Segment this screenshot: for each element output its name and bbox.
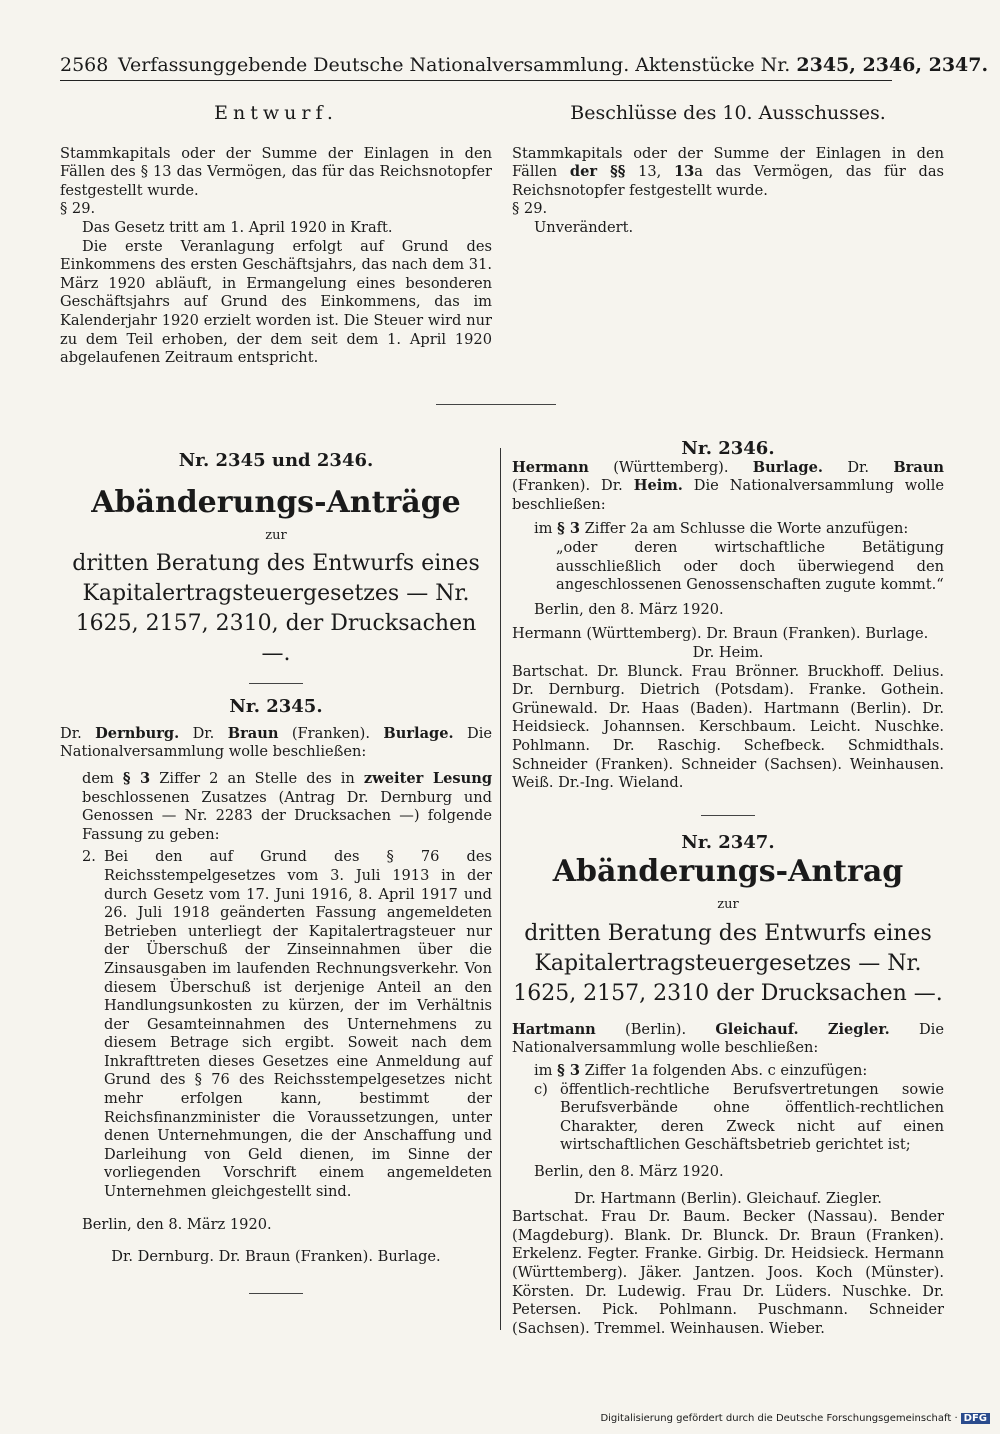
motion-text: im § 3 Ziffer 2a am Schlusse die Worte anzufügen: <box>534 520 909 538</box>
nr-2345-heading: Nr. 2345. <box>229 696 323 718</box>
footer-text: Digitalisierung gefördert durch die Deutsche Forschungsgemeinschaft · <box>600 1413 958 1424</box>
nr-2346-heading: Nr. 2346. <box>681 438 775 459</box>
dfg-logo: DFG <box>961 1413 990 1424</box>
motion-quote: „oder deren wirtschaftliche Betätigung ausschließlich oder doch überwiegend den angeschlossenen Genossenschaften zugute kommt.“ <box>556 538 944 594</box>
signatures: Bartschat. Dr. Blunck. Frau Brönner. Bruckhoff. Delius. Dr. Dernburg. Dietrich (Potsdam). Franke. Gothein. Grünewald. Dr. Haas (Baden). Hartmann (Berlin). Dr. Heidsieck. Johannsen. Kerschbaum. Leicht. Nuschke. Pohlmann. Dr. Raschig. Schefbeck. Schmidthals. Schneider (Franken). Schneider (Sachsen). Weinhausen. Weiß. Dr.-Ing. Wieland. <box>512 662 944 792</box>
page-number: 2568 <box>60 54 109 76</box>
date-line: Berlin, den 8. März 1920. <box>534 1163 724 1181</box>
date-line: Berlin, den 8. März 1920. <box>534 600 724 618</box>
zur-label: zur <box>265 527 287 543</box>
short-rule <box>249 1293 303 1294</box>
amendments-subtitle: dritten Beratung des Entwurfs eines Kapitalertragsteuergesetzes — Nr. 1625, 2157, 2310, der Drucksachen —. <box>72 551 480 667</box>
signatures: Bartschat. Frau Dr. Baum. Becker (Nassau). Bender (Magdeburg). Blank. Dr. Blunck. Dr. Braun (Franken). Erkelenz. Fegter. Franke. Girbig. Dr. Heidsieck. Hermann (Württemberg). Jäker. Jantzen. Joos. Koch (Münster). Körsten. Dr. Ludewig. Frau Dr. Lüders. Nuschke. Dr. Petersen. Pick. Pohlmann. Puschmann. Schneider (Sachsen). Tremmel. Weinhausen. Wieber. <box>512 1208 944 1337</box>
motion-text: dem § 3 Ziffer 2 an Stelle des in zweiter Lesung beschlossenen Zusatzes (Antrag Dr. Dernburg und Genossen — Nr. 2283 der Drucksachen —) folgende Fassung zu geben: <box>82 769 493 843</box>
draft-paragraph: Das Gesetz tritt am 1. April 1920 in Kraft. <box>82 218 393 236</box>
signatures: Dr. Dernburg. Dr. Braun (Franken). Burlage. <box>111 1248 441 1266</box>
column-separator <box>500 448 501 1330</box>
unchanged-text: Unverändert. <box>534 218 634 236</box>
zur-label: zur <box>717 897 739 913</box>
motion-item <box>534 1081 944 1155</box>
motion-item <box>82 848 492 1201</box>
amendment-title: Abänderungs-Antrag <box>552 854 904 890</box>
authors-line: Hermann (Württemberg). Burlage. Dr. Braun (Franken). Dr. Heim. Die Nationalversammlung wolle beschließen: <box>512 458 945 513</box>
item-number: c) <box>534 1080 548 1098</box>
item-text: öffentlich-rechtliche Berufsvertretungen sowie Berufsverbände ohne öffentlich-rechtlichen Charakter, deren Zweck nicht auf einen wirtschaftlichen Geschäftsbetrieb gerichtet ist; <box>560 1080 944 1154</box>
committee-heading: Beschlüsse des 10. Ausschusses. <box>570 102 886 124</box>
section-29-heading: § 29. <box>60 200 96 218</box>
signatures: Hermann (Württemberg). Dr. Braun (Franken). Burlage. <box>512 625 929 643</box>
page-header <box>60 54 989 76</box>
committee-paragraph: Stammkapitals oder der Summe der Einlagen in den Fällen der §§ 13, 13a das Vermögen, das für das Reichsnotopfer festgestellt wurde. <box>512 144 945 199</box>
item-number: 2. <box>82 848 96 866</box>
committee-column <box>512 104 944 238</box>
nr-2347-heading: Nr. 2347. <box>681 831 775 853</box>
section-29-heading: § 29. <box>512 200 548 218</box>
header-numbers: 2345, 2346, 2347. <box>796 54 989 76</box>
amendments-title: Abänderungs-Anträge <box>91 484 461 520</box>
header-rule <box>60 80 892 81</box>
header-title: Verfassunggebende Deutsche Nationalversammlung. Aktenstücke Nr. <box>118 54 791 76</box>
section-divider <box>436 404 556 405</box>
authors-line: Hartmann (Berlin). Gleichauf. Ziegler. Die Nationalversammlung wolle beschließen: <box>512 1020 944 1057</box>
signatures: Dr. Heim. <box>692 643 764 661</box>
amendment-subtitle: dritten Beratung des Entwurfs eines Kapitalertragsteuergesetzes — Nr. 1625, 2157, 2310 der Drucksachen —. <box>513 920 943 1006</box>
date-line: Berlin, den 8. März 1920. <box>82 1215 272 1233</box>
amendment-2345-column <box>60 452 492 1308</box>
short-rule <box>249 683 303 684</box>
draft-column <box>60 104 492 368</box>
nr-2345-2346-heading: Nr. 2345 und 2346. <box>178 450 374 471</box>
draft-paragraph: Stammkapitals oder der Summe der Einlagen in den Fällen des § 13 das Vermögen, das für das Reichsnotopfer festgestellt wurde. <box>60 144 492 199</box>
signatures: Dr. Hartmann (Berlin). Gleichauf. Ziegler. <box>574 1189 882 1207</box>
draft-heading: Entwurf. <box>214 102 338 124</box>
short-rule <box>701 815 755 816</box>
item-text: Bei den auf Grund des § 76 des Reichsstempelgesetzes vom 3. Juli 1913 in der durch Gesetz vom 17. Juni 1916, 8. April 1917 und 26. Juli 1918 geänderten Fassung angemeldeten Betrieben unterliegt der Kapitalertragsteuer nur der Überschuß der Zinseinnahmen über die Zinsausgaben im laufenden Rechnungsverkehr. Von diesem Überschuß ist derjenige Anteil an den Handlungsunkosten zu kürzen, der im Verhältnis der Gesamteinnahmen des Unternehmens zu diesem Betrage sich ergibt. Soweit nach dem Inkrafttreten dieses Gesetzes eine Anmeldung auf Grund des § 76 des Reichsstempelgesetzes nicht mehr erfolgen kann, bestimmt der Reichsfinanzminister die Voraussetzungen, unter denen Unternehmungen, die der Anschaffung und Darleihung von Geld dienen, im Sinne der vorliegenden Vorschrift einem angemeldeten Unternehmen gleichgestellt sind. <box>104 848 492 1201</box>
draft-paragraph: Die erste Veranlagung erfolgt auf Grund des Einkommens des ersten Geschäftsjahrs, das nach dem 31. März 1920 abläuft, in Ermangelung eines besonderen Geschäftsjahrs auf Grund des Einkommens, das im Kalenderjahr 1920 erzielt worden ist. Die Steuer wird nur zu dem Teil erhoben, der dem seit dem 1. April 1920 abgelaufenen Zeitraum entspricht. <box>60 237 492 367</box>
motion-text: im § 3 Ziffer 1a folgenden Abs. c einzufügen: <box>534 1062 868 1080</box>
authors-line: Dr. Dernburg. Dr. Braun (Franken). Burlage. Die Nationalversammlung wolle beschließen: <box>60 724 493 761</box>
amendment-2346-2347-column <box>512 440 944 1338</box>
digitization-footer <box>600 1413 990 1424</box>
